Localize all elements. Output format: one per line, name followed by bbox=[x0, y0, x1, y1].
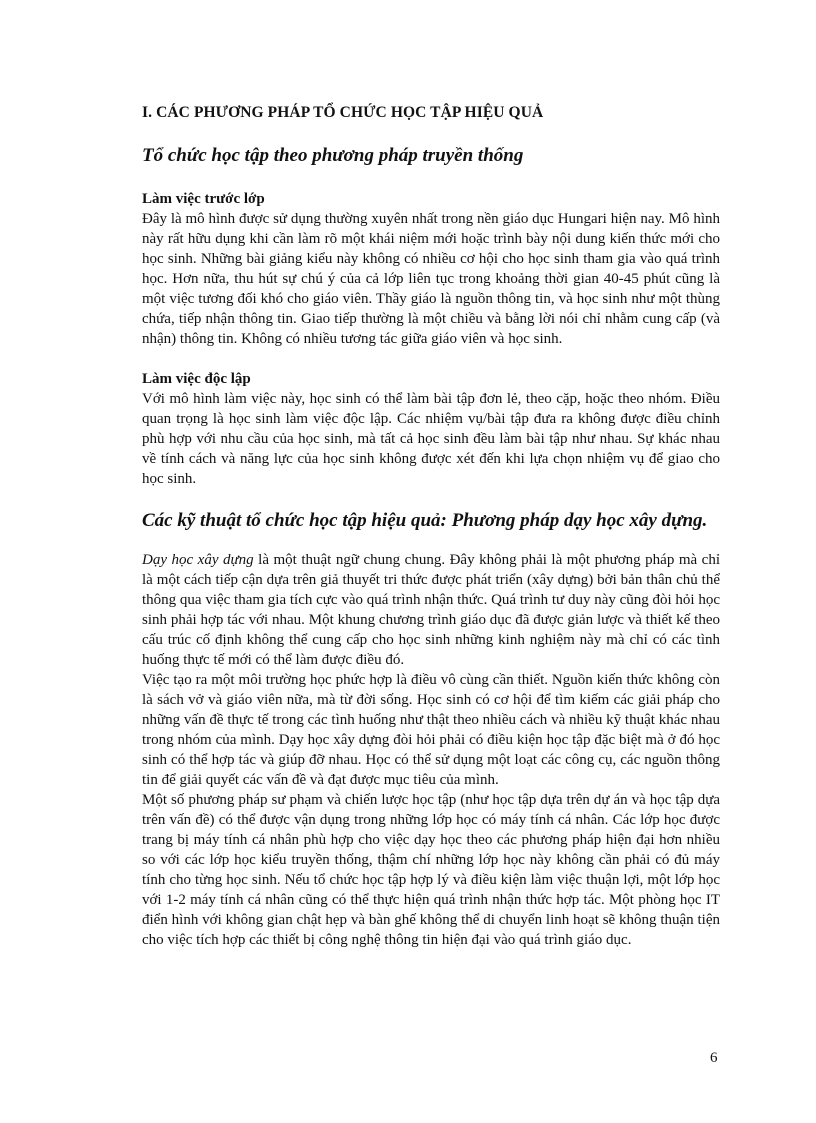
document-page bbox=[142, 96, 720, 950]
paragraph-constructivism-1 bbox=[142, 550, 720, 670]
paragraph-independent: Với mô hình làm việc này, học sinh có thể làm bài tập đơn lẻ, theo cặp, hoặc theo nhóm. Điều quan trọng là học sinh làm việc độc lập. Các nhiệm vụ/bài tập đưa ra không được điều chỉnh phù hợp với nhu cầu của học sinh, mà tất cả học sinh đều làm bài tập như nhau. Sự khác nhau về tính cách và năng lực của học sinh không được xét đến khi lựa chọn nhiệm vụ để giao cho học sinh. bbox=[142, 391, 720, 487]
paragraph-constructivism-1-text: là một thuật ngữ chung chung. Đây không phải là một phương pháp mà chỉ là một cách tiếp cận dựa trên giả thuyết tri thức được phát triển (xây dựng) bởi bản thân chủ thể thông qua việc tham gia tích cực vào quá trình nhận thức. Quá trình tư duy này cũng đòi hỏi học sinh phải hợp tác với nhau. Một khung chương trình giáo dục đã được giản lược và thiết kế theo cấu trúc cố định không thể cung cấp cho học sinh những kinh nghiệm này mà chỉ có các tình huống thực tế mới có thể làm được điều đó. bbox=[142, 552, 720, 668]
subsection-title-whole-class: Làm việc trước lớp bbox=[142, 191, 265, 207]
section2-title: Các kỹ thuật tổ chức học tập hiệu quả: Phương pháp dạy học xây dựng. bbox=[142, 510, 708, 531]
paragraph-whole-class: Đây là mô hình được sử dụng thường xuyên nhất trong nền giáo dục Hungari hiện nay. Mô hình này rất hữu dụng khi cần làm rõ một khái niệm mới hoặc trình bày nội dung kiến thức mới cho học sinh. Những bài giảng kiểu này không có nhiều cơ hội cho học sinh tham gia vào quá trình học. Hơn nữa, thu hút sự chú ý của cả lớp liên tục trong khoảng thời gian 40-45 phút cũng là một việc tương đối khó cho giáo viên. Thầy giáo là nguồn thông tin, và học sinh như một thùng chứa, tiếp nhận thông tin. Giao tiếp thường là một chiều và bằng lời nói chỉ nhằm cung cấp (và nhận) thông tin. Không có nhiều tương tác giữa giáo viên và học sinh. bbox=[142, 211, 720, 347]
paragraph-constructivism-3: Một số phương pháp sư phạm và chiến lược học tập (như học tập dựa trên dự án và học tập dựa trên vấn đề) có thể được vận dụng trong những lớp học có máy tính cá nhân. Các lớp học được trang bị máy tính cá nhân phù hợp cho việc dạy học theo các phương pháp hiện đại hơn nhiều so với các lớp học kiểu truyền thống, thậm chí những lớp học này không cần phải có đủ máy tính cho từng học sinh. Nếu tổ chức học tập hợp lý và điều kiện làm việc thuận lợi, một lớp học với 1-2 máy tính cá nhân cũng có thể thực hiện quá trình nhận thức hợp tác. Một phòng học IT điển hình với không gian chật hẹp và bàn ghế không thể di chuyển linh hoạt sẽ không thuận tiện cho việc tích hợp các thiết bị công nghệ thông tin hiện đại vào quá trình giáo dục. bbox=[142, 792, 720, 948]
section1-title: Tổ chức học tập theo phương pháp truyền thống bbox=[142, 145, 524, 166]
main-heading: I. CÁC PHƯƠNG PHÁP TỔ CHỨC HỌC TẬP HIỆU QUẢ bbox=[142, 104, 544, 121]
subsection-title-independent: Làm việc độc lập bbox=[142, 371, 251, 387]
page-number: 6 bbox=[710, 1050, 718, 1066]
term-constructivism: Dạy học xây dựng bbox=[142, 552, 254, 568]
paragraph-constructivism-2: Việc tạo ra một môi trường học phức hợp là điều vô cùng cần thiết. Nguồn kiến thức không còn là sách vở và giáo viên nữa, mà từ đời sống. Học sinh có cơ hội để tìm kiếm các giải pháp cho những vấn đề thực tế trong các tình huống như thật theo nhiều cách và nhiều kỹ thuật khác nhau trong nhóm của mình. Dạy học xây dựng đòi hỏi phải có điều kiện học tập đặc biệt mà ở đó học sinh có thể hợp tác và giúp đỡ nhau. Học có thể sử dụng một loạt các công cụ, các nguồn thông tin để giải quyết các vấn đề và đạt được mục tiêu của mình. bbox=[142, 672, 720, 788]
